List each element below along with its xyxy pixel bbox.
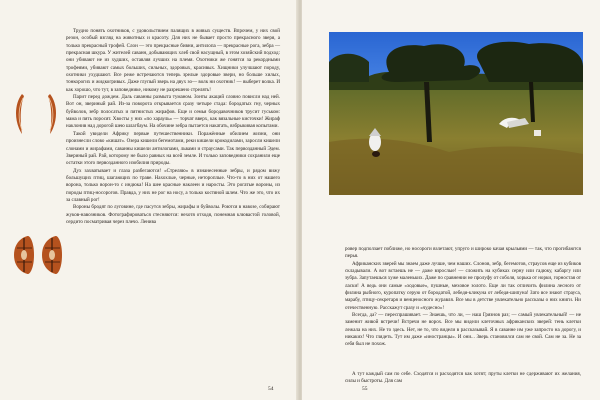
left-page [0,0,298,400]
paragraph: Вороны бродят по луговине, где пасутся зебры, жирафы и буйволы. Роются в навозе, собирают жуков-навозников. Фотографироваться стесняются: нехотя отходя, понемная клювастой головой, сердито посматривая через плечо. Ленива [66,204,280,225]
shields-ornament-icon [12,232,64,278]
page-number-left: 54 [268,386,274,392]
paragraph: Всегда, да? — переспрашивает. — Знаешь, что ли, — наш Грязнов раз; — самый увлекательный! — не заменит живой встречи! Встречи не ворох. Все мы видели клеточных африканских зверей: тень клетки лежала на них. Не то здесь. Нет, не то, что видели в рассказывай. Я в саванне им уже запросто на дорогу, и никаких! Что глядеть. Тут им даже «иностранцы». И они... Зверь становился сам не свой. Сам не за. Не за себя был не похож. [345,312,581,348]
right-page-body [345,246,581,349]
page-number-right: 55 [362,386,368,392]
paragraph: Африканских зверей мы знаем даже лучше, чем наших. Слонов, зебр, бегемотов, страусов еще из кубиков складывали. А вот встаешь не — даже взрослые! — сложить на кубиках серну или гадюку, кабаргу или зубра. Запутаешься хуже маленьких. Даже по сравнении не пролуфу от соболя, хорька от норки, горностая от ласки! А ведь они самые «ходовые», пушные, меховое золото. Еще ли так отличить филина лесного от филина рыбного, куропатку серую от бородатой, лебедя-кликуна от лебедя-шипуна! Зато все знают страуса, марабу, птицу-секретаря и венценосного журавля. Все мы в детстве увлекательно рассказы о них книги. Ни отечественную. Расскажут сразу и «чудесно»! [345,260,581,311]
right-page-body-continued [345,371,581,386]
paragraph: Дух захватывает и глаза разбегаются! «Стреляю» в изнанесенные зебры, и рядом вижу большущих птиц, шагающих по траве. Нахохлые, черные, нетороплые. Что-то в них от нашего ворона, только ворон-то с индюка! На шее красные наклеен и наросты. Это рогатые вороны, из породы птиц-носорогов. Правда, у них не рог на носу, а только костяной шлем. Что же это, что их за славный рог! [66,167,280,203]
paragraph: ровер подползает поближе, но носороги взлетают, упруго и широко качая крыльями — так, что прогибаются перья. [345,246,581,260]
left-page-body [66,28,280,226]
paragraph: А тут каждый сам по себе. Сходятся и расходятся как хотят; пруты клетки не сдерживают их желания, силы и быстроты. Для сам [345,371,581,385]
paragraph: Парит перед дождем. Даль саванны размыта туманом. Зонты акаций словно повисли над ней. Вот он, звериный рай. Из-за поворота открывается сразу четыре стада: бородатых гну, черных буйволов, зебр полосатых и пятнистых жирафов. Еще и семья бородавочников трусит гуськом: мама и пять поросят. Хвосты у них «по харауль» — торчат вверх, как вязальные кисточки! Жираф наклонив над дорогой шею шлагбаум. На обочине зебра пытается накатать, взбрыкивая копытами. [66,94,280,130]
savanna-photo [329,32,583,195]
paragraph: Трудно понять охотников, с удовольствием палящих в живых существ. Впрочем, у них свой резон, особый взгляд на животных и красоту. Для них не бывает просто прекрасного зверя, а только прекрасный трофей. Слон — это прекрасные бивни, антилопа — прекрасные рога, зебра — прекрасная шкура. У жителей саванн, добывающих хлеб свой насущный, в этом хозяйский подход: они убивают не из худших, оставляя лучших на племя. Охотники же гонятся за рекордными трофеями, убивают самых больших, сильных, здоровых, красивых. Хищники улучшают породу, охотники ухудшают. Все реже встречаются теперь зрелые здоровые звери, но больше хилых, тонкорогих и жидкогривых. Даже глупый зверь на двух зо— волк ни охотник! — выберет волка. И как хорошо, что тут, в заповеднике, никому не разрешено стрелять! [66,28,280,93]
paragraph: Такой увидели Африку первые путешественники. Поражённые обилием жизни, они произнесли слово «кишат». Озера кишели бегемотами, реки кишели крокодилами, заросли кишели слонами и жирафами, саванны кишели антилопами, львами и страусами. Так первозданный Эдем. Звериный рай. Рай, которому не было равных на всей земле. И только заповедники сохранили еще остатки этого первозданного изобилия природы. [66,130,280,167]
tusks-ornament-icon [8,88,64,140]
